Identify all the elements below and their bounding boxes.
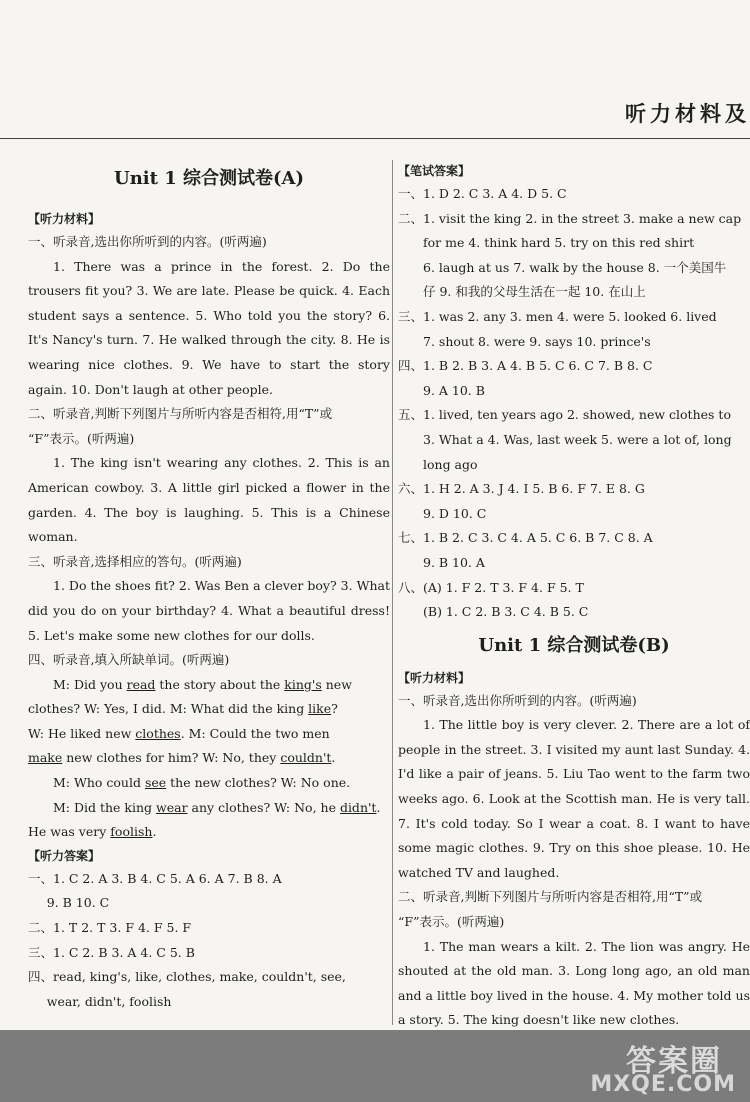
left-column — [28, 160, 390, 1014]
dialogue-text: W: He liked new — [28, 725, 136, 741]
dialogue-text: ? — [331, 701, 338, 717]
a-sec2-question-line1: 二、听录音,判断下列图片与所听内容是否相符,用“T”或 — [28, 406, 333, 422]
b-sec2-question-line2: “F”表示。(听两遍) — [398, 914, 505, 930]
dialogue-line — [28, 722, 390, 747]
dialogue-text: the new clothes? W: No one. — [166, 775, 351, 791]
blank-answer: wear — [156, 799, 188, 815]
b-sec1-text: 1. The little boy is very clever. 2. There are a lot of people in the street. 3. I visited my aunt last Sunday. 4. I'd like a pair of jeans. 5. Liu Tao went to the farm two weeks ago. 6. Look at the Scottish man. He is very tall. 7. It's cold today. So I wear a coat. 8. I want to have some magic clothes. 9. Try on this shoe please. 10. He watched TV and laughed. — [398, 717, 750, 880]
written-answer-line: 9. B 10. A — [423, 554, 485, 570]
a-sec1-question: 一、听录音,选出你所听到的内容。(听两遍) — [28, 234, 267, 249]
a-sec4-question: 四、听录音,填入所缺单词。(听两遍) — [28, 652, 230, 668]
dialogue-text: . — [376, 799, 381, 815]
written-answer-line: 八、(A) 1. F 2. T 3. F 4. F 5. T — [398, 579, 584, 595]
blank-answer: didn't — [339, 799, 377, 815]
a-sec4-dialogue — [28, 673, 390, 845]
written-answer-line: 六、1. H 2. A 3. J 4. I 5. B 6. F 7. E 8. G — [398, 481, 645, 497]
written-answer-line: 3. What a 4. Was, last week 5. were a lot of, long — [423, 431, 732, 447]
unit-a-title: Unit 1 综合测试卷(A) — [114, 168, 304, 189]
dialogue-line — [28, 746, 390, 771]
written-answer-line: 七、1. B 2. C 3. C 4. A 5. C 6. B 7. C 8. A — [398, 530, 653, 546]
dialogue-line — [28, 771, 390, 796]
dialogue-text: . M: Could the two men — [180, 725, 330, 741]
written-answer-line: (B) 1. C 2. B 3. C 4. B 5. C — [423, 604, 589, 620]
b-sec1-question: 一、听录音,选出你所听到的内容。(听两遍) — [398, 692, 637, 708]
dialogue-text: He was very — [28, 824, 111, 840]
a-sec2-text: 1. The king isn't wearing any clothes. 2. This is an American cowboy. 3. A little girl picked a flower in the garden. 4. The boy is laughing. 5. This is a Chinese woman. — [28, 455, 390, 545]
written-answer-line: 仔 9. 和我的父母生活在一起 10. 在山上 — [423, 284, 646, 300]
listening-answers-tag: 【听力答案】 — [28, 848, 101, 863]
dialogue-line — [28, 673, 390, 698]
written-answer-line: long ago — [423, 456, 478, 472]
b-sec2-text: 1. The man wears a kilt. 2. The lion was angry. He shouted at the old man. 3. Long long ago, an old man and a little boy lived in the house. 4. My mother told us a story. 5. The king doesn't like new clothes. — [398, 938, 750, 1028]
dialogue-line — [28, 697, 390, 722]
column-divider — [392, 160, 393, 1025]
answer-line: 三、1. C 2. B 3. A 4. C 5. B — [28, 944, 195, 960]
a-sec3-question: 三、听录音,选择相应的答句。(听两遍) — [28, 553, 242, 569]
answer-line: 一、1. C 2. A 3. B 4. C 5. A 6. A 7. B 8. A — [28, 870, 282, 886]
watermark-logo: 答案圈 — [626, 1044, 722, 1079]
blank-answer: see — [144, 775, 167, 791]
dialogue-line — [28, 820, 390, 845]
blank-answer: make — [28, 750, 63, 766]
header-rule — [0, 138, 750, 139]
dialogue-text: the story about the — [155, 676, 285, 692]
answer-line: 二、1. T 2. T 3. F 4. F 5. F — [28, 920, 192, 936]
dialogue-text: M: Who could — [53, 775, 145, 791]
dialogue-text: any clothes? W: No, he — [187, 799, 340, 815]
dialogue-text: new clothes for him? W: No, they — [62, 750, 281, 766]
dialogue-text: clothes? W: Yes, I did. M: What did the king — [28, 701, 309, 717]
dialogue-text: . — [152, 824, 157, 840]
blank-answer: couldn't — [280, 750, 332, 766]
written-answer-line: 9. A 10. B — [423, 382, 485, 398]
unit-b-title: Unit 1 综合测试卷(B) — [478, 634, 670, 656]
unit-b-listening-tag: 【听力材料】 — [398, 670, 471, 685]
written-answer-line: 二、1. visit the king 2. in the street 3. make a new cap — [398, 210, 742, 226]
written-answer-line: 四、1. B 2. B 3. A 4. B 5. C 6. C 7. B 8. C — [398, 358, 653, 374]
right-column — [398, 160, 750, 1033]
written-answer-line: 五、1. lived, ten years ago 2. showed, new clothes to — [398, 407, 731, 423]
dialogue-text: M: Did the king — [53, 799, 157, 815]
written-answers-tag: 【笔试答案】 — [398, 164, 471, 178]
blank-answer: foolish — [110, 824, 153, 840]
answer-line: 四、read, king's, like, clothes, make, couldn't, see, — [28, 969, 346, 985]
written-answer-line: 三、1. was 2. any 3. men 4. were 5. looked 6. lived — [398, 308, 717, 324]
dialogue-text: M: Did you — [53, 676, 127, 692]
written-answer-line: 7. shout 8. were 9. says 10. prince's — [423, 333, 651, 349]
written-answer-line: 9. D 10. C — [423, 505, 487, 521]
b-sec2-question-line1: 二、听录音,判断下列图片与所听内容是否相符,用“T”或 — [398, 889, 703, 905]
blank-answer: like — [308, 701, 332, 717]
answer-line: wear, didn't, foolish — [46, 993, 172, 1009]
dialogue-line — [28, 796, 390, 821]
dialogue-text: . — [331, 750, 336, 766]
dialogue-text: new — [321, 676, 352, 692]
listening-material-tag: 【听力材料】 — [28, 212, 101, 226]
blank-answer: read — [126, 676, 156, 692]
written-answer-line: 6. laugh at us 7. walk by the house 8. 一个美国牛 — [423, 259, 727, 275]
watermark-url: MXQE.COM — [590, 1072, 736, 1097]
written-answer-line: 一、1. D 2. C 3. A 4. D 5. C — [398, 186, 567, 201]
answer-line: 9. B 10. C — [46, 895, 110, 911]
a-sec1-text: 1. There was a prince in the forest. 2. Do the trousers fit you? 3. We are late. Please be quick. 4. Each student says a sentence. 5. Who told you the story? 6. It's Nancy's turn. 7. He walked through the city. 8. He is wearing nice clothes. 9. We have to start the story again. 10. Don't laugh at other people. — [28, 258, 390, 397]
blank-answer: clothes — [135, 725, 181, 741]
blank-answer: king's — [284, 676, 322, 692]
a-sec3-text: 1. Do the shoes fit? 2. Was Ben a clever boy? 3. What did you do on your birthday? 4. What a beautiful dress! 5. Let's make some new clothes for our dolls. — [28, 578, 390, 643]
written-answer-line: for me 4. think hard 5. try on this red shirt — [423, 235, 695, 251]
page-header-title: 听力材料及 — [625, 101, 750, 126]
a-sec2-question-line2: “F”表示。(听两遍) — [28, 430, 135, 446]
